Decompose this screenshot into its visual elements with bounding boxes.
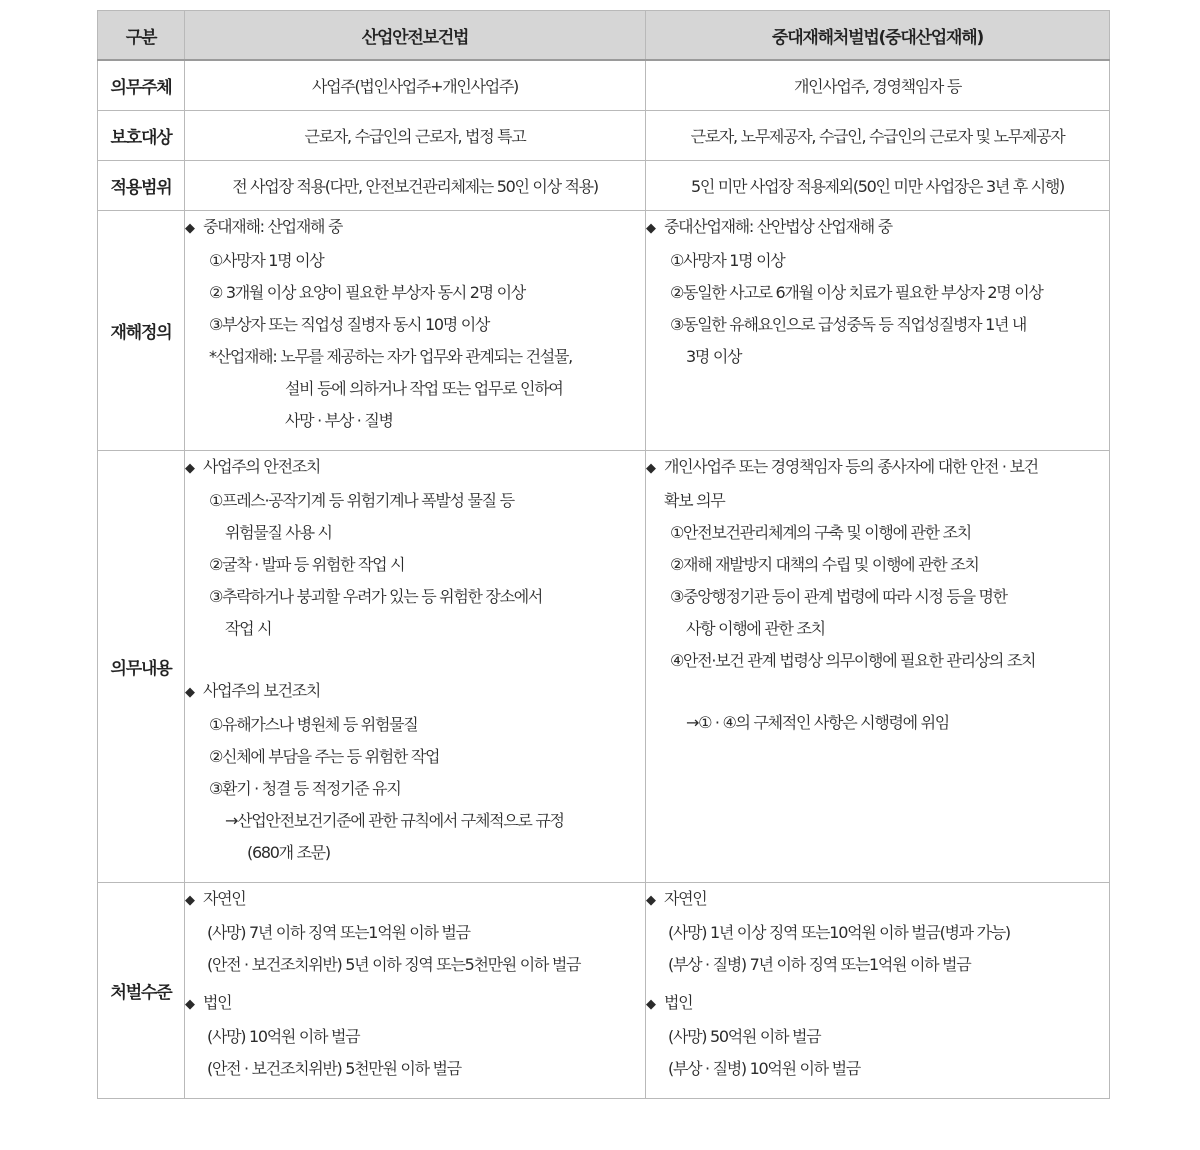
list-item-cont: 위험물질 사용 시	[225, 523, 332, 542]
list-item: ②신체에 부담을 주는 등 위험한 작업	[209, 747, 440, 766]
list-item-cont: 3명 이상	[686, 347, 742, 366]
list-item: ③추락하거나 붕괴할 우려가 있는 등 위험한 장소에서	[209, 587, 543, 606]
cell-osha	[185, 883, 646, 1099]
row-label: 적용범위	[98, 161, 185, 211]
list-item: ③부상자 또는 직업성 질병자 동시 10명 이상	[209, 315, 490, 334]
list-item-cont: 사항 이행에 관한 조치	[686, 619, 825, 638]
row-definition	[98, 211, 1110, 451]
spacer	[646, 677, 1109, 707]
footnote-cont: 사망 · 부상 · 질병	[285, 411, 393, 430]
list-item: (안전 · 보건조치위반) 5천만원 이하 벌금	[207, 1059, 461, 1078]
diamond-bullet-icon: ◆	[185, 893, 194, 908]
section-title: 개인사업주 또는 경영책임자 등의 종사자에 대한 안전 · 보건	[664, 457, 1038, 476]
section-title: 법인	[203, 993, 232, 1012]
diamond-bullet-icon: ◆	[185, 221, 194, 236]
list-item: (안전 · 보건조치위반) 5년 이하 징역 또는5천만원 이하 벌금	[207, 955, 581, 974]
section-title: 중대산업재해: 산안법상 산업재해 중	[664, 217, 892, 236]
cell-osha	[185, 451, 646, 883]
list-item: ②굴착 · 발파 등 위험한 작업 시	[209, 555, 405, 574]
cell-osha: 근로자, 수급인의 근로자, 법정 특고	[185, 111, 646, 161]
list-item: ①유해가스나 병원체 등 위험물질	[209, 715, 418, 734]
diamond-bullet-icon: ◆	[646, 893, 655, 908]
row-label: 처벌수준	[98, 883, 185, 1099]
row-scope	[98, 161, 1110, 211]
cell-osha: 전 사업장 적용(다만, 안전보건관리체제는 50인 이상 적용)	[185, 161, 646, 211]
diamond-bullet-icon: ◆	[646, 461, 655, 476]
list-item: ③중앙행정기관 등이 관계 법령에 따라 시정 등을 명한	[670, 587, 1007, 606]
diamond-bullet-icon: ◆	[646, 997, 655, 1012]
list-item: ①사망자 1명 이상	[670, 251, 785, 270]
list-item: ③동일한 유해요인으로 급성중독 등 직업성질병자 1년 내	[670, 315, 1027, 334]
row-penalty	[98, 883, 1110, 1099]
section-title: 사업주의 보건조치	[203, 681, 321, 700]
list-item: ③환기 · 청결 등 적정기준 유지	[209, 779, 401, 798]
header-row	[98, 11, 1110, 61]
list-item: (사망) 7년 이하 징역 또는1억원 이하 벌금	[207, 923, 470, 942]
diamond-bullet-icon: ◆	[185, 997, 194, 1012]
list-item: (사망) 50억원 이하 벌금	[668, 1027, 821, 1046]
section-title: 사업주의 안전조치	[203, 457, 321, 476]
section-title: 중대재해: 산업재해 중	[203, 217, 343, 236]
cell-sapa: 5인 미만 사업장 적용제외(50인 미만 사업장은 3년 후 시행)	[646, 161, 1110, 211]
row-protected	[98, 111, 1110, 161]
cell-osha	[185, 211, 646, 451]
note-cont: (680개 조문)	[247, 843, 330, 862]
footnote: *산업재해: 노무를 제공하는 자가 업무와 관계되는 건설물,	[209, 347, 572, 366]
row-duties	[98, 451, 1110, 883]
header-osha: 산업안전보건법	[185, 11, 646, 61]
list-item: ②동일한 사고로 6개월 이상 치료가 필요한 부상자 2명 이상	[670, 283, 1043, 302]
section-title: 자연인	[664, 889, 707, 908]
note: →산업안전보건기준에 관한 규칙에서 구체적으로 규정	[225, 811, 564, 830]
list-item: ②재해 재발방지 대책의 수립 및 이행에 관한 조치	[670, 555, 979, 574]
footnote-cont: 설비 등에 의하거나 작업 또는 업무로 인하여	[285, 379, 563, 398]
section-title: 법인	[664, 993, 693, 1012]
cell-sapa	[646, 211, 1110, 451]
cell-sapa: 근로자, 노무제공자, 수급인, 수급인의 근로자 및 노무제공자	[646, 111, 1110, 161]
list-item: (부상 · 질병) 10억원 이하 벌금	[668, 1059, 860, 1078]
header-sapa: 중대재해처벌법(중대산업재해)	[646, 11, 1110, 61]
list-item: (부상 · 질병) 7년 이하 징역 또는1억원 이하 벌금	[668, 955, 971, 974]
spacer	[185, 645, 645, 675]
section-title-cont: 확보 의무	[664, 491, 725, 510]
cell-sapa	[646, 451, 1110, 883]
row-label: 의무주체	[98, 60, 185, 111]
list-item: (사망) 1년 이상 징역 또는10억원 이하 벌금(병과 가능)	[668, 923, 1010, 942]
cell-osha: 사업주(법인사업주+개인사업주)	[185, 60, 646, 111]
list-item: ④안전·보건 관계 법령상 의무이행에 필요한 관리상의 조치	[670, 651, 1036, 670]
row-label: 보호대상	[98, 111, 185, 161]
diamond-bullet-icon: ◆	[185, 685, 194, 700]
diamond-bullet-icon: ◆	[185, 461, 194, 476]
cell-sapa	[646, 883, 1110, 1099]
list-item: ①안전보건관리체계의 구축 및 이행에 관한 조치	[670, 523, 971, 542]
row-label: 의무내용	[98, 451, 185, 883]
list-item: ② 3개월 이상 요양이 필요한 부상자 동시 2명 이상	[209, 283, 525, 302]
note: →① · ④의 구체적인 사항은 시행령에 위임	[686, 713, 949, 732]
list-item: (사망) 10억원 이하 벌금	[207, 1027, 360, 1046]
list-item-cont: 작업 시	[225, 619, 272, 638]
section-title: 자연인	[203, 889, 246, 908]
diamond-bullet-icon: ◆	[646, 221, 655, 236]
cell-sapa: 개인사업주, 경영책임자 등	[646, 60, 1110, 111]
header-category: 구분	[98, 11, 185, 61]
list-item: ①사망자 1명 이상	[209, 251, 324, 270]
row-label: 재해정의	[98, 211, 185, 451]
row-obligor	[98, 60, 1110, 111]
law-comparison-table	[97, 10, 1110, 1099]
list-item: ①프레스·공작기계 등 위험기계나 폭발성 물질 등	[209, 491, 514, 510]
